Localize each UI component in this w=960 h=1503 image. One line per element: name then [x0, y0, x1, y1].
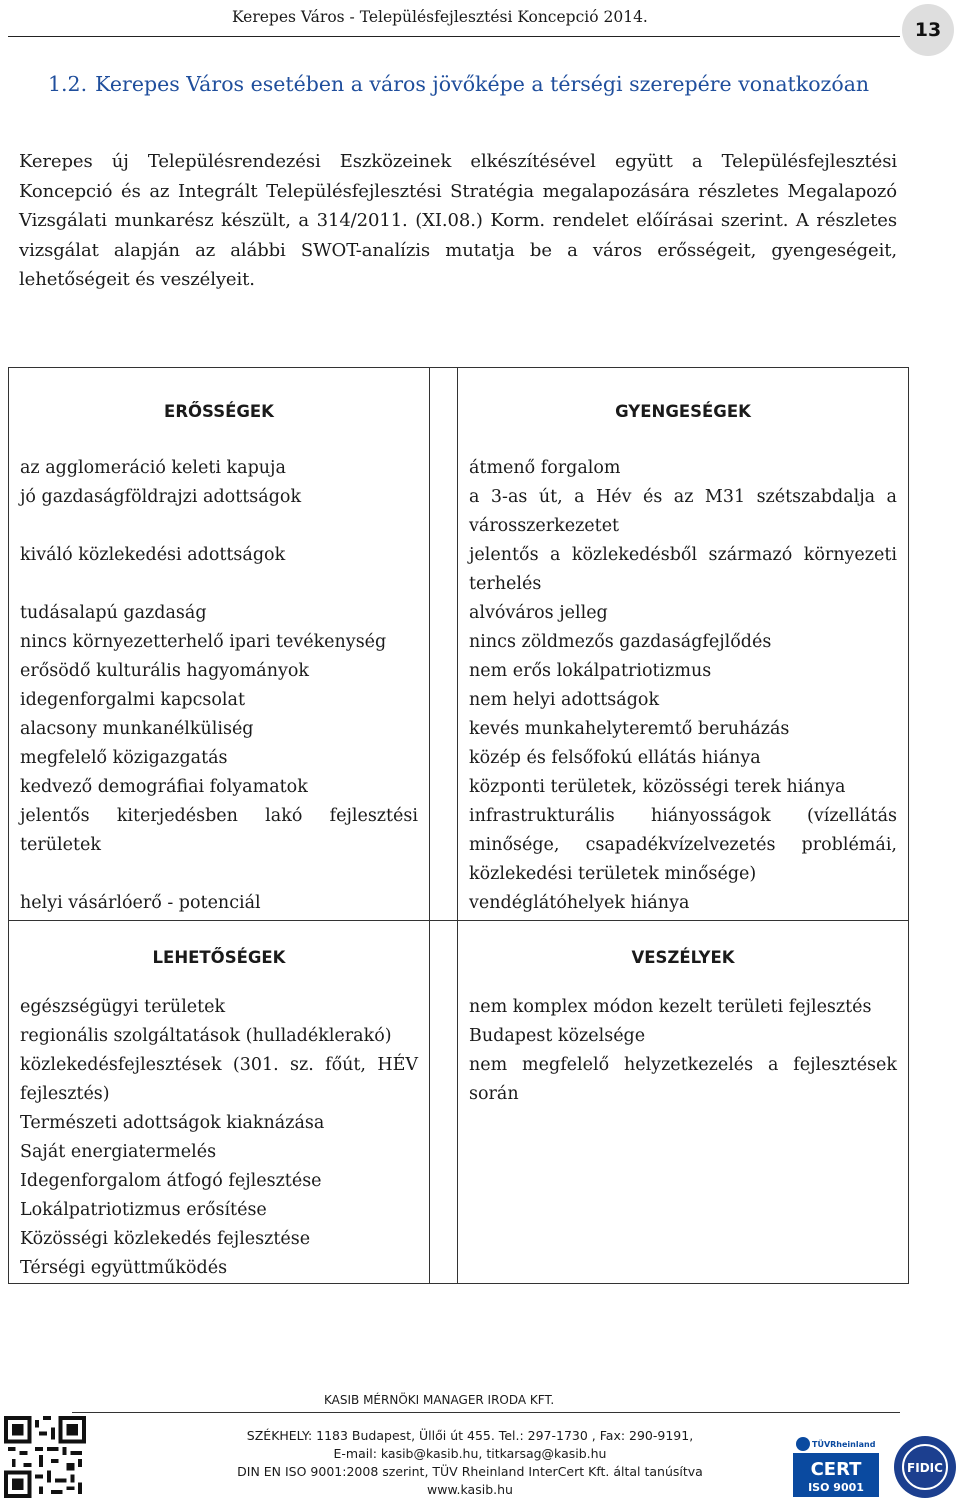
table-row	[9, 993, 909, 1022]
table-row	[9, 628, 909, 657]
table-row	[9, 773, 909, 802]
svg-text:TÜVRheinland: TÜVRheinland	[812, 1440, 876, 1449]
svg-text:ISO 9001: ISO 9001	[808, 1481, 864, 1494]
svg-text:FIDIC: FIDIC	[907, 1461, 943, 1475]
table-cell-left: közlekedésfejlesztések (301. sz. főút, HÉV fejlesztés)	[9, 1051, 430, 1109]
table-cell-left: Idegenforgalom átfogó fejlesztése	[9, 1167, 430, 1196]
table-cell-right: nem erős lokálpatriotizmus	[458, 657, 909, 686]
footer-divider	[72, 1412, 900, 1413]
fidic-logo-icon	[893, 1435, 957, 1499]
table-cell-right: alvóváros jelleg	[458, 599, 909, 628]
section-number: 1.2.	[48, 72, 88, 96]
table-cell-right: vendéglátóhelyek hiánya	[458, 889, 909, 921]
table-row	[9, 599, 909, 628]
table-cell-right	[458, 1138, 909, 1167]
company-name: KASIB MÉRNÖKI MANAGER IRODA KFT.	[324, 1393, 555, 1407]
table-cell-right: közép és felsőfokú ellátás hiánya	[458, 744, 909, 773]
table-cell-left: kiváló közlekedési adottságok	[9, 541, 430, 599]
table-cell-right	[458, 1196, 909, 1225]
table-cell-right: infrastrukturális hiányosságok (vízellátás minősége, csapadékvízelvezetés problémái, közlekedési területek minősége)	[458, 802, 909, 889]
threats-heading: VESZÉLYEK	[458, 921, 909, 994]
footer-contact	[190, 1427, 750, 1499]
table-row	[9, 483, 909, 541]
table-row	[9, 1051, 909, 1109]
table-cell-left: nincs környezetterhelő ipari tevékenység	[9, 628, 430, 657]
table-row	[9, 541, 909, 599]
table-row	[9, 1254, 909, 1284]
table-cell-right: a 3-as út, a Hév és az M31 szétszabdalja a városszerkezetet	[458, 483, 909, 541]
footer-email: E-mail: kasib@kasib.hu, titkarsag@kasib.hu	[333, 1446, 607, 1461]
table-cell-left: kedvező demográfiai folyamatok	[9, 773, 430, 802]
opportunities-heading: LEHETŐSÉGEK	[9, 921, 430, 994]
footer-certification: DIN EN ISO 9001:2008 szerint, TÜV Rheinland InterCert Kft. által tanúsítva	[237, 1464, 703, 1479]
table-cell-left: alacsony munkanélküliség	[9, 715, 430, 744]
table-cell-right: központi területek, közösségi terek hiánya	[458, 773, 909, 802]
table-row	[9, 1109, 909, 1138]
table-cell-left: idegenforgalmi kapcsolat	[9, 686, 430, 715]
swot-header-row-sw	[9, 368, 909, 455]
strengths-heading: ERŐSSÉGEK	[9, 368, 430, 455]
table-cell-right	[458, 1225, 909, 1254]
table-cell-left: regionális szolgáltatások (hulladéklerakó)	[9, 1022, 430, 1051]
table-row	[9, 1196, 909, 1225]
table-cell-right: nem megfelelő helyzetkezelés a fejlesztések során	[458, 1051, 909, 1109]
qr-code-icon	[4, 1416, 86, 1498]
table-cell-left: Térségi együttműködés	[9, 1254, 430, 1284]
table-cell-left: egészségügyi területek	[9, 993, 430, 1022]
table-row	[9, 1138, 909, 1167]
svg-text:CERT: CERT	[810, 1459, 862, 1480]
document-title: Kerepes Város - Településfejlesztési Koncepció 2014.	[232, 8, 648, 26]
table-cell-left: Közösségi közlekedés fejlesztése	[9, 1225, 430, 1254]
section-heading	[48, 72, 908, 96]
table-row	[9, 1225, 909, 1254]
table-cell-left: jó gazdaságföldrajzi adottságok	[9, 483, 430, 541]
header-divider	[8, 36, 900, 37]
table-cell-left: Lokálpatriotizmus erősítése	[9, 1196, 430, 1225]
table-row	[9, 454, 909, 483]
table-cell-left: jelentős kiterjedésben lakó fejlesztési területek	[9, 802, 430, 889]
table-row	[9, 715, 909, 744]
table-cell-left: erősödő kulturális hagyományok	[9, 657, 430, 686]
swot-table	[8, 367, 909, 1284]
table-cell-right	[458, 1254, 909, 1284]
table-cell-left: megfelelő közigazgatás	[9, 744, 430, 773]
footer-website: www.kasib.hu	[427, 1482, 513, 1497]
intro-paragraph: Kerepes új Településrendezési Eszközeinek elkészítésével együtt a Településfejlesztési Koncepció és az Integrált Településfejlesztési Stratégia megalapozására részletes Megalapozó Vizsgálati munkarész készült, a 314/2011. (XI.08.) Korm. rendelet előírásai szerint. A részletes vizsgálat alapján az alábbi SWOT-analízis mutatja be a város erősségeit, gyengeségeit, lehetőségeit és veszélyeit.	[19, 151, 897, 290]
table-row	[9, 1167, 909, 1196]
table-cell-right: nem helyi adottságok	[458, 686, 909, 715]
table-cell-left: tudásalapú gazdaság	[9, 599, 430, 628]
section-title-text: Kerepes Város esetében a város jövőképe a térségi szerepére vonatkozóan	[95, 72, 870, 96]
table-cell-right	[458, 1109, 909, 1138]
table-cell-left: az agglomeráció keleti kapuja	[9, 454, 430, 483]
table-cell-right: jelentős a közlekedésből származó környezeti terhelés	[458, 541, 909, 599]
table-cell-right: nem komplex módon kezelt területi fejlesztés	[458, 993, 909, 1022]
table-cell-right	[458, 1167, 909, 1196]
table-cell-left: helyi vásárlóerő - potenciál	[9, 889, 430, 921]
page-number: 13	[902, 4, 954, 56]
table-cell-right: átmenő forgalom	[458, 454, 909, 483]
table-row	[9, 802, 909, 889]
table-row	[9, 686, 909, 715]
table-cell-right: kevés munkahelyteremtő beruházás	[458, 715, 909, 744]
swot-header-row-ot	[9, 921, 909, 994]
table-row	[9, 889, 909, 921]
tuv-cert-logo-icon	[791, 1435, 881, 1499]
footer-address: SZÉKHELY: 1183 Budapest, Üllői út 455. Tel.: 297-1730 , Fax: 290-9191,	[246, 1428, 694, 1443]
weaknesses-heading: GYENGESÉGEK	[458, 368, 909, 455]
table-row	[9, 744, 909, 773]
table-cell-right: nincs zöldmezős gazdaságfejlődés	[458, 628, 909, 657]
table-row	[9, 657, 909, 686]
table-row	[9, 1022, 909, 1051]
table-cell-left: Természeti adottságok kiaknázása	[9, 1109, 430, 1138]
table-cell-left: Saját energiatermelés	[9, 1138, 430, 1167]
table-cell-right: Budapest közelsége	[458, 1022, 909, 1051]
